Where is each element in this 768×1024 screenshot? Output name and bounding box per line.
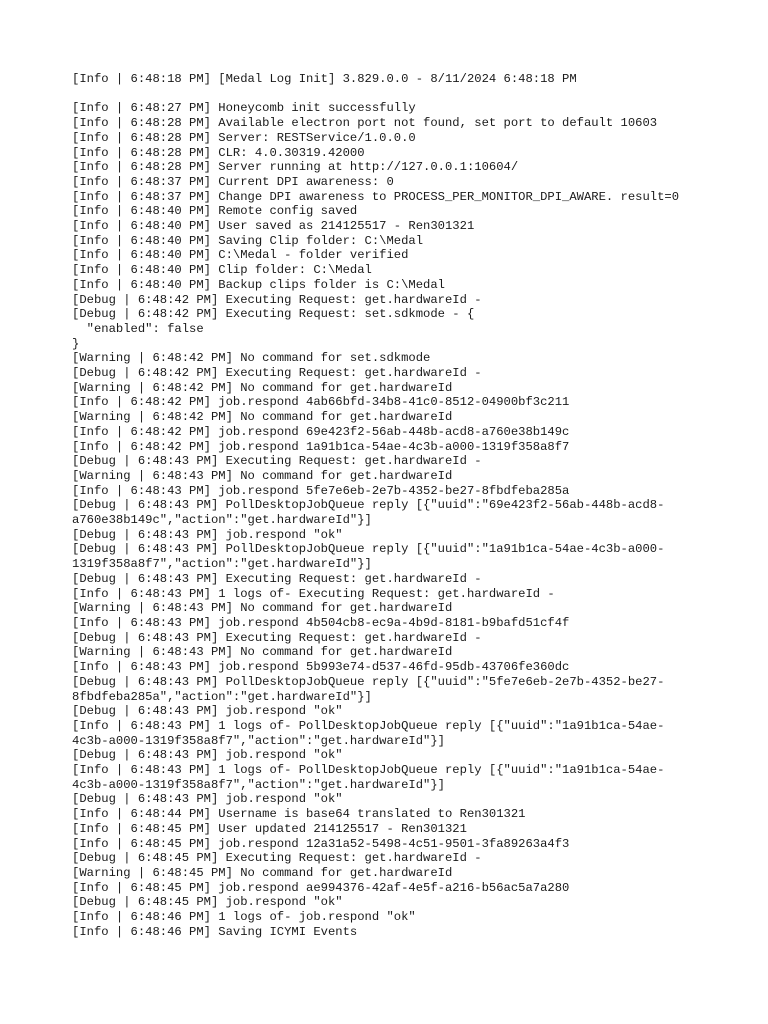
log-line: a760e38b149c","action":"get.hardwareId"}] <box>72 513 372 528</box>
log-line: [Warning | 6:48:43 PM] No command for get.hardwareId <box>72 645 453 660</box>
log-line: [Debug | 6:48:42 PM] Executing Request: set.sdkmode - { <box>72 307 475 322</box>
log-line: [Info | 6:48:43 PM] 1 logs of- Executing Request: get.hardwareId - <box>72 586 555 601</box>
log-line: [Info | 6:48:44 PM] Username is base64 translated to Ren301321 <box>72 807 526 822</box>
log-line: [Debug | 6:48:42 PM] Executing Request: get.hardwareId - <box>72 366 482 381</box>
log-line: [Debug | 6:48:43 PM] PollDesktopJobQueue reply [{"uuid":"1a91b1ca-54ae-4c3b-a000- <box>72 542 665 557</box>
log-line: [Info | 6:48:28 PM] Server running at http://127.0.0.1:10604/ <box>72 160 519 175</box>
log-line: [Warning | 6:48:43 PM] No command for get.hardwareId <box>72 468 453 483</box>
log-line: [Warning | 6:48:42 PM] No command for set.sdkmode <box>72 351 431 366</box>
log-line: [Info | 6:48:45 PM] job.respond 12a31a52-5498-4c51-9501-3fa89263a4f3 <box>72 836 570 851</box>
log-line: 4c3b-a000-1319f358a8f7","action":"get.hardwareId"}] <box>72 733 445 748</box>
log-line: [Warning | 6:48:42 PM] No command for get.hardwareId <box>72 380 453 395</box>
log-line: [Debug | 6:48:43 PM] job.respond "ok" <box>72 704 343 719</box>
log-line: 1319f358a8f7","action":"get.hardwareId"}] <box>72 557 372 572</box>
log-line: [Info | 6:48:40 PM] User saved as 214125517 - Ren301321 <box>72 219 475 234</box>
log-line: [Debug | 6:48:45 PM] job.respond "ok" <box>72 895 343 910</box>
log-line: 4c3b-a000-1319f358a8f7","action":"get.hardwareId"}] <box>72 777 445 792</box>
log-line: [Info | 6:48:42 PM] job.respond 4ab66bfd-34b8-41c0-8512-04900bf3c211 <box>72 395 570 410</box>
log-line: [Debug | 6:48:43 PM] PollDesktopJobQueue reply [{"uuid":"5fe7e6eb-2e7b-4352-be27- <box>72 674 665 689</box>
log-line: [Debug | 6:48:43 PM] job.respond "ok" <box>72 527 343 542</box>
log-line: [Debug | 6:48:43 PM] PollDesktopJobQueue reply [{"uuid":"69e423f2-56ab-448b-acd8- <box>72 498 665 513</box>
log-line: [Info | 6:48:45 PM] job.respond ae994376-42af-4e5f-a216-b56ac5a7a280 <box>72 880 570 895</box>
log-line: [Info | 6:48:28 PM] Server: RESTService/1.0.0.0 <box>72 130 416 145</box>
log-line: [Info | 6:48:42 PM] job.respond 69e423f2-56ab-448b-acd8-a760e38b149c <box>72 424 570 439</box>
log-line-header: [Info | 6:48:18 PM] [Medal Log Init] 3.829.0.0 - 8/11/2024 6:48:18 PM <box>72 72 577 86</box>
log-line: [Info | 6:48:40 PM] Saving Clip folder: C:\Medal <box>72 233 424 248</box>
log-line: [Info | 6:48:40 PM] Remote config saved <box>72 204 358 219</box>
log-line: 8fbdfeba285a","action":"get.hardwareId"}] <box>72 689 372 704</box>
log-line: [Info | 6:48:42 PM] job.respond 1a91b1ca-54ae-4c3b-a000-1319f358a8f7 <box>72 439 570 454</box>
log-line: [Warning | 6:48:42 PM] No command for get.hardwareId <box>72 410 453 425</box>
log-line: [Info | 6:48:43 PM] 1 logs of- PollDesktopJobQueue reply [{"uuid":"1a91b1ca-54ae- <box>72 718 665 733</box>
log-line: [Debug | 6:48:43 PM] job.respond "ok" <box>72 748 343 763</box>
log-line: [Info | 6:48:43 PM] job.respond 5b993e74-d537-46fd-95db-43706fe360dc <box>72 660 570 675</box>
log-line: [Info | 6:48:37 PM] Change DPI awareness to PROCESS_PER_MONITOR_DPI_AWARE. result=0 <box>72 189 680 204</box>
log-line: [Debug | 6:48:43 PM] job.respond "ok" <box>72 792 343 807</box>
log-line: [Info | 6:48:43 PM] job.respond 4b504cb8-ec9a-4b9d-8181-b9bafd51cf4f <box>72 616 570 630</box>
log-line: } <box>72 336 80 351</box>
log-line: [Debug | 6:48:43 PM] Executing Request: get.hardwareId - <box>72 571 482 586</box>
log-line: [Info | 6:48:45 PM] User updated 214125517 - Ren301321 <box>72 821 467 836</box>
log-line: [Info | 6:48:43 PM] 1 logs of- PollDesktopJobQueue reply [{"uuid":"1a91b1ca-54ae- <box>72 763 665 778</box>
log-line: [Info | 6:48:46 PM] Saving ICYMI Events <box>72 924 358 939</box>
log-line: [Info | 6:48:28 PM] CLR: 4.0.30319.42000 <box>72 145 365 160</box>
log-line: [Info | 6:48:46 PM] 1 logs of- job.respond "ok" <box>72 910 416 925</box>
log-line: [Info | 6:48:40 PM] Backup clips folder is C:\Medal <box>72 277 445 292</box>
log-document <box>72 72 762 939</box>
log-line: [Warning | 6:48:45 PM] No command for get.hardwareId <box>72 865 453 880</box>
log-line: [Info | 6:48:28 PM] Available electron port not found, set port to default 10603 <box>72 116 658 131</box>
log-line: [Debug | 6:48:43 PM] Executing Request: get.hardwareId - <box>72 454 482 469</box>
log-line: [Info | 6:48:37 PM] Current DPI awareness: 0 <box>72 174 394 189</box>
log-line: [Debug | 6:48:42 PM] Executing Request: get.hardwareId - <box>72 292 482 307</box>
log-line: [Debug | 6:48:45 PM] Executing Request: get.hardwareId - <box>72 851 482 866</box>
log-line: "enabled": false <box>72 321 204 336</box>
log-line: [Info | 6:48:40 PM] Clip folder: C:\Medal <box>72 263 372 278</box>
log-line: [Info | 6:48:27 PM] Honeycomb init successfully <box>72 101 416 116</box>
log-line: [Warning | 6:48:43 PM] No command for get.hardwareId <box>72 601 453 616</box>
log-line: [Info | 6:48:43 PM] job.respond 5fe7e6eb-2e7b-4352-be27-8fbdfeba285a <box>72 483 570 498</box>
log-line: [Debug | 6:48:43 PM] Executing Request: get.hardwareId - <box>72 630 482 645</box>
log-line: [Info | 6:48:40 PM] C:\Medal - folder verified <box>72 248 409 263</box>
